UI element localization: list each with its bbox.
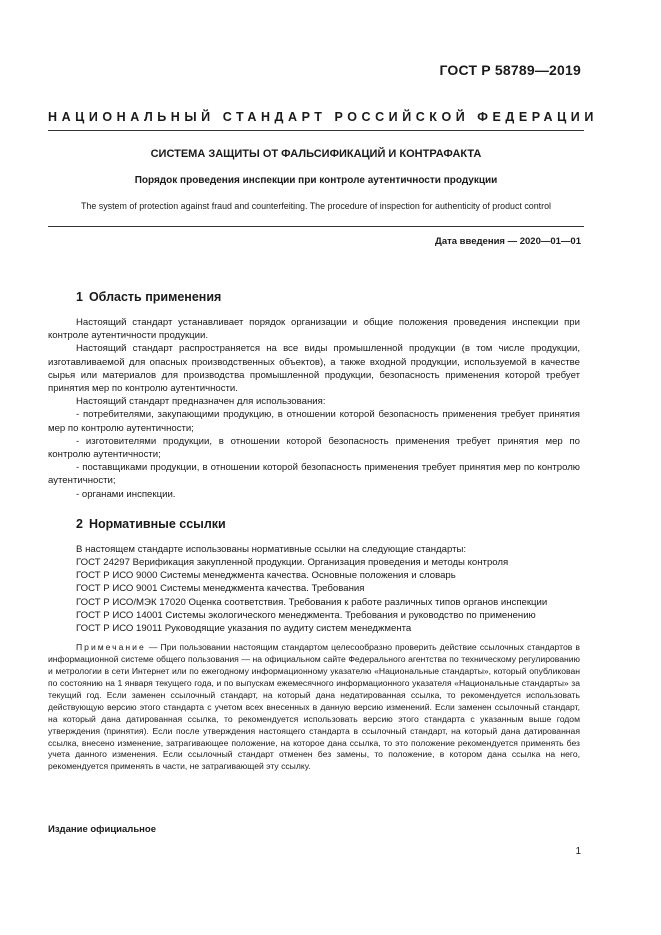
document-title: СИСТЕМА ЗАЩИТЫ ОТ ФАЛЬСИФИКАЦИЙ И КОНТРАФАКТА (150, 148, 482, 160)
title-divider (48, 226, 584, 227)
reference-item: ГОСТ 24297 Верификация закупленной продукции. Организация проведения и методы контроля (76, 557, 509, 569)
reference-item: ГОСТ Р ИСО 14001 Системы экологического менеджмента. Требования и руководство по применению (76, 609, 536, 621)
list-item: - органами инспекции. (76, 488, 176, 500)
paragraph: Настоящий стандарт предназначен для использования: (76, 396, 326, 408)
reference-item: ГОСТ Р ИСО 19011 Руководящие указания по аудиту систем менеджмента (76, 623, 412, 635)
section-number: 2 (76, 516, 83, 531)
paragraph: Настоящий стандарт устанавливает порядок организации и общие положения проведения инспекции при контроле аутентичности продукции. (48, 317, 580, 342)
document-body (48, 290, 580, 782)
document-number: ГОСТ Р 58789—2019 (439, 62, 581, 78)
introduction-date: Дата введения — 2020—01—01 (435, 236, 581, 247)
list-item: - поставщиками продукции, в отношении которой безопасность применения требует принятия мер по контролю аутентичности; (48, 462, 580, 487)
section-heading-normative-references (76, 517, 580, 532)
section-title: Область применения (88, 290, 222, 304)
note-label: Примечание (76, 642, 146, 653)
page-number: 1 (575, 846, 581, 857)
note (48, 642, 580, 773)
standard-banner: НАЦИОНАЛЬНЫЙ СТАНДАРТ РОССИЙСКОЙ ФЕДЕРАЦИИ (48, 110, 598, 124)
document-subtitle: Порядок проведения инспекции при контроле аутентичности продукции (134, 175, 498, 186)
note-text: — При пользовании настоящим стандартом целесообразно проверить действие ссылочных стандартов в информационной системе общего пользования — на официальном сайте Федерального агентства по техническому регулированию и метрологии в сети Интернет или по ежегодному информационному указателю «Национальные стандарты», который опубликован по состоянию на 1 января текущего года, и по выпускам ежемесячного информационного указателя «Национальные стандарты» за текущий год. Если заменен ссылочный стандарт, на который дана недатированная ссылка, то рекомендуется использовать действующую версию этого стандарта с учетом всех внесенных в данную версию изменений. Если заменен ссылочный стандарт, на который дана датированная ссылка, то рекомендуется использовать версию этого стандарта с указанным выше годом утверждения (принятия). Если после утверждения настоящего стандарта в ссылочный стандарт, на который дана датированная ссылка, внесено изменение, затрагивающее положение, на которое дана ссылка, то это положение рекомендуется применять без учета данного изменения. Если ссылочный стандарт отменен без замены, то положение, в котором дана ссылка на него, рекомендуется применять в части, не затрагивающей эту ссылку. (48, 642, 580, 772)
reference-item: ГОСТ Р ИСО/МЭК 17020 Оценка соответствия. Требования к работе различных типов органов инспекции (76, 596, 548, 608)
paragraph: В настоящем стандарте использованы нормативные ссылки на следующие стандарты: (76, 543, 467, 555)
section-title: Нормативные ссылки (88, 516, 226, 531)
reference-item: ГОСТ Р ИСО 9001 Системы менеджмента качества. Требования (76, 583, 365, 595)
list-item: - потребителями, закупающими продукцию, в отношении которой безопасность применения требует принятия мер по контролю аутентичности; (48, 409, 580, 434)
section-heading-scope (76, 290, 580, 305)
edition-label: Издание официальное (48, 824, 156, 835)
paragraph: Настоящий стандарт распространяется на все виды промышленной продукции (в том числе продукции, изготавливаемой для опасных производственных объектов), а также входной продукции, используемой в качестве сырья или материалов для производства промышленной продукции, безопасность применения которой требует принятия мер по контролю аутентичности. (48, 343, 580, 395)
section-number: 1 (76, 290, 83, 304)
list-item: - изготовителями продукции, в отношении которой безопасность применения требует принятия мер по контролю аутентичности; (48, 435, 580, 461)
reference-item: ГОСТ Р ИСО 9000 Системы менеджмента качества. Основные положения и словарь (76, 570, 456, 582)
document-title-english: The system of protection against fraud and counterfeiting. The procedure of inspection for authenticity of product control (81, 201, 551, 211)
banner-divider (48, 130, 584, 131)
